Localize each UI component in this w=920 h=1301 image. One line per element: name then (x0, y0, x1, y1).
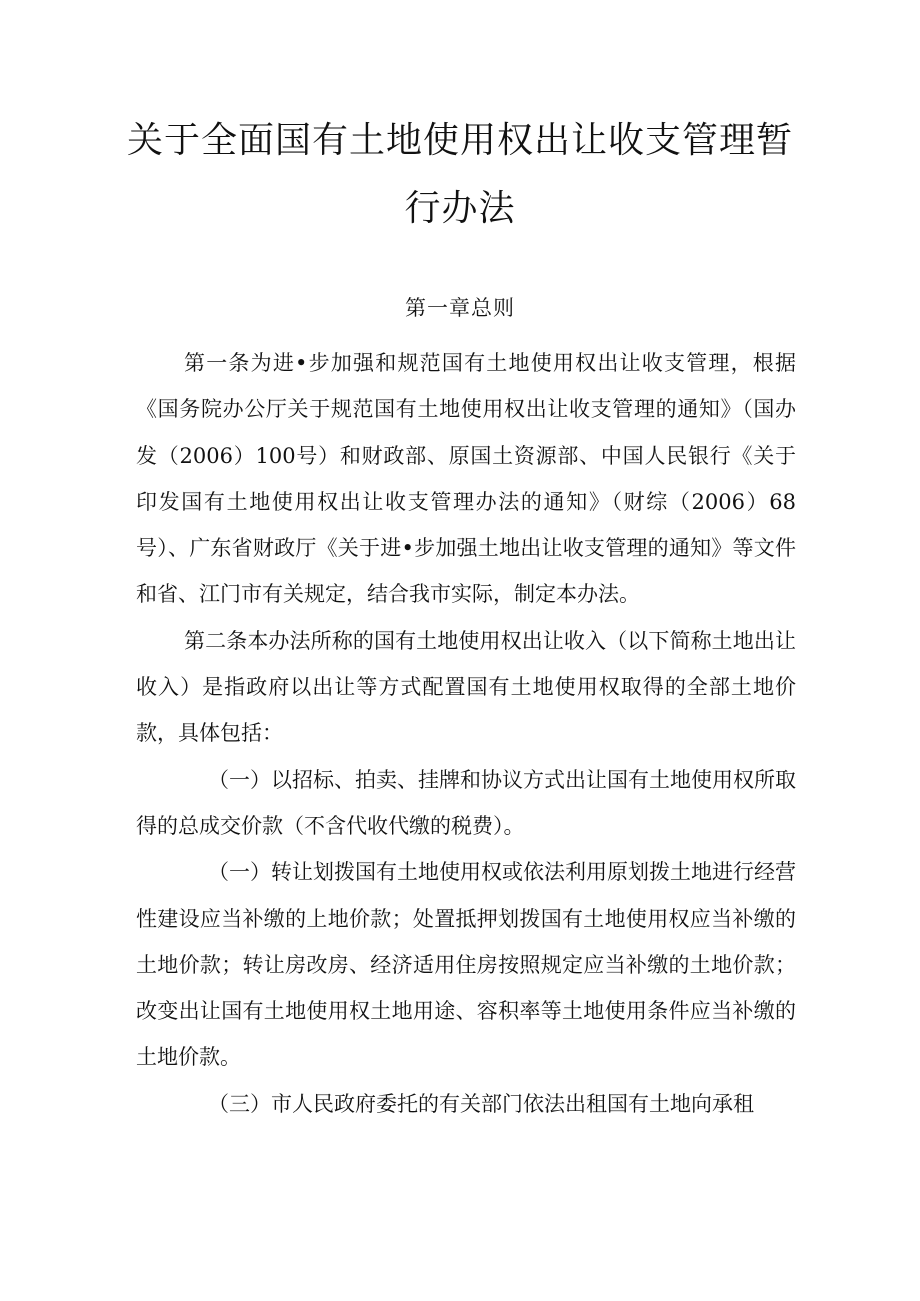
article-1-paragraph: 第一条为进•步加强和规范国有土地使用权出让收支管理，根据《国务院办公厅关于规范国有土地使用权出让收支管理的通知》（国办发（2006）100号）和财政部、原国土资源部、中国人民银行《关于印发国有土地使用权出让收支管理办法的通知》（财综（2006）68号）、广东省财政厅《关于进•步加强土地出让收支管理的通知》等文件和省、江门市有关规定，结合我市实际，制定本办法。 (136, 351, 796, 607)
chapter-heading: 第一章总则 (405, 296, 515, 320)
document-title-line-2: 行办法 (404, 188, 516, 229)
document-title-line-1: 关于全面国有土地使用权出让收支管理暂 (126, 120, 793, 161)
document-body (136, 340, 796, 1127)
article-2-paragraph: 第二条本办法所称的国有土地使用权出让收入（以下简称土地出让收入）是指政府以出让等方式配置国有土地使用权取得的全部土地价款，具体包括： (136, 628, 796, 746)
item-2-paragraph: （一）转让划拨国有土地使用权或依法利用原划拨土地进行经营性建设应当补缴的上地价款；处置抵押划拨国有土地使用权应当补缴的土地价款；转让房改房、经济适用住房按照规定应当补缴的土地价款；改变出让国有土地使用权土地用途、容积率等土地使用条件应当补缴的土地价款。 (136, 860, 796, 1070)
item-3-paragraph: （三）市人民政府委托的有关部门依法出租国有土地向承租 (208, 1091, 754, 1116)
item-1-paragraph: （一）以招标、拍卖、挂牌和协议方式出让国有土地使用权所取得的总成交价款（不含代收代缴的税费）。 (136, 767, 796, 838)
